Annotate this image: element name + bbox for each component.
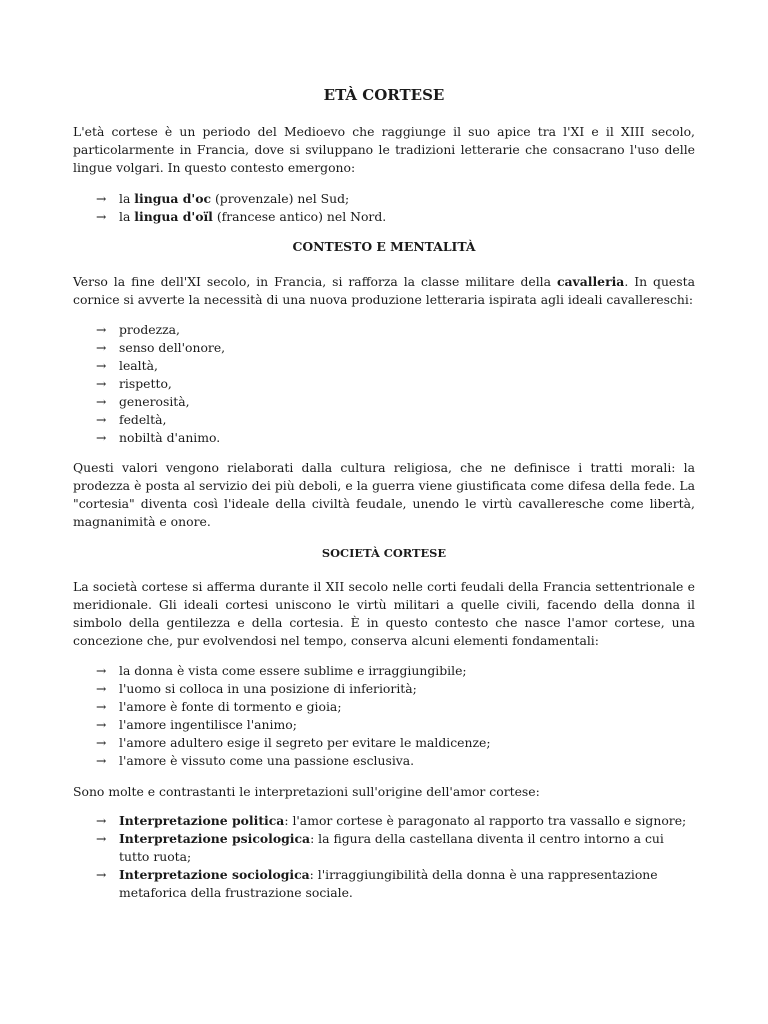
arrow-icon: → bbox=[96, 209, 107, 224]
list-item: → nobiltà d'animo. bbox=[96, 430, 221, 445]
intro-paragraph: L'età cortese è un periodo del Medioevo che raggiunge il suo apice tra l'XI e il XIII secolo, particolarmente in Francia, dove si sviluppano le tradizioni letterarie che consacrano l'uso delle lingue volgari. In questo contesto emergono: bbox=[73, 124, 695, 175]
arrow-icon: → bbox=[96, 191, 107, 206]
list-item: → Interpretazione sociologica: l'irraggiungibilità della donna è una rappresentazione metaforica della frustrazione sociale. bbox=[96, 867, 658, 900]
interpretations-list bbox=[96, 812, 696, 902]
elements-list bbox=[96, 662, 696, 770]
valori-paragraph: Questi valori vengono rielaborati dalla cultura religiosa, che ne definisce i tratti morali: la prodezza è posta al servizio dei più deboli, e la guerra viene giustificata come difesa della fede. La "cortesia" diventa così l'ideale della civiltà feudale, unendo le virtù cavalleresche come libertà, magnanimità e onore. bbox=[73, 460, 695, 529]
list-item: → l'uomo si colloca in una posizione di inferiorità; bbox=[96, 681, 417, 696]
list-item: → l'amore adultero esige il segreto per evitare le maldicenze; bbox=[96, 735, 491, 750]
arrow-icon: → bbox=[96, 753, 107, 768]
list-item: → la donna è vista come essere sublime e irraggiungibile; bbox=[96, 663, 467, 678]
arrow-icon: → bbox=[96, 699, 107, 714]
cavalleria-paragraph: Verso la fine dell'XI secolo, in Francia, si rafforza la classe militare della cavalleria. In questa cornice si avverte la necessità di una nuova produzione letteraria ispirata agli ideali cavallereschi: bbox=[73, 274, 695, 307]
arrow-icon: → bbox=[96, 322, 107, 337]
list-item: → l'amore è fonte di tormento e gioia; bbox=[96, 699, 342, 714]
section-heading-contesto: CONTESTO E MENTALITÀ bbox=[292, 239, 476, 254]
arrow-icon: → bbox=[96, 831, 107, 846]
arrow-icon: → bbox=[96, 867, 107, 882]
arrow-icon: → bbox=[96, 430, 107, 445]
list-item: → l'amore ingentilisce l'animo; bbox=[96, 717, 297, 732]
list-item: → la lingua d'oïl (francese antico) nel Nord. bbox=[96, 209, 387, 224]
values-list bbox=[96, 321, 696, 447]
list-item: → generosità, bbox=[96, 394, 190, 409]
list-item: → lealtà, bbox=[96, 358, 158, 373]
section-heading-societa: SOCIETÀ CORTESE bbox=[321, 546, 447, 560]
arrow-icon: → bbox=[96, 663, 107, 678]
list-item: → la lingua d'oc (provenzale) nel Sud; bbox=[96, 191, 350, 206]
arrow-icon: → bbox=[96, 813, 107, 828]
arrow-icon: → bbox=[96, 681, 107, 696]
languages-list bbox=[96, 190, 696, 226]
arrow-icon: → bbox=[96, 717, 107, 732]
list-item: → Interpretazione psicologica: la figura della castellana diventa il centro intorno a cui tutto ruota; bbox=[96, 831, 664, 864]
list-item: → rispetto, bbox=[96, 376, 172, 391]
societa-paragraph: La società cortese si afferma durante il XII secolo nelle corti feudali della Francia settentrionale e meridionale. Gli ideali cortesi uniscono le virtù militari a quelle civili, facendo della donna il simbolo della gentilezza e della cortesia. È in questo contesto che nasce l'amor cortese, una concezione che, pur evolvendosi nel tempo, conserva alcuni elementi fondamentali: bbox=[73, 579, 695, 648]
list-item: → l'amore è vissuto come una passione esclusiva. bbox=[96, 753, 415, 768]
arrow-icon: → bbox=[96, 735, 107, 750]
page-title: ETÀ CORTESE bbox=[323, 86, 445, 104]
list-item: → prodezza, bbox=[96, 322, 180, 337]
list-item: → fedeltà, bbox=[96, 412, 167, 427]
interpretazioni-intro: Sono molte e contrastanti le interpretazioni sull'origine dell'amor cortese: bbox=[73, 784, 540, 799]
list-item: → Interpretazione politica: l'amor cortese è paragonato al rapporto tra vassallo e signore; bbox=[96, 813, 687, 828]
arrow-icon: → bbox=[96, 340, 107, 355]
arrow-icon: → bbox=[96, 376, 107, 391]
arrow-icon: → bbox=[96, 358, 107, 373]
arrow-icon: → bbox=[96, 412, 107, 427]
list-item: → senso dell'onore, bbox=[96, 340, 226, 355]
arrow-icon: → bbox=[96, 394, 107, 409]
